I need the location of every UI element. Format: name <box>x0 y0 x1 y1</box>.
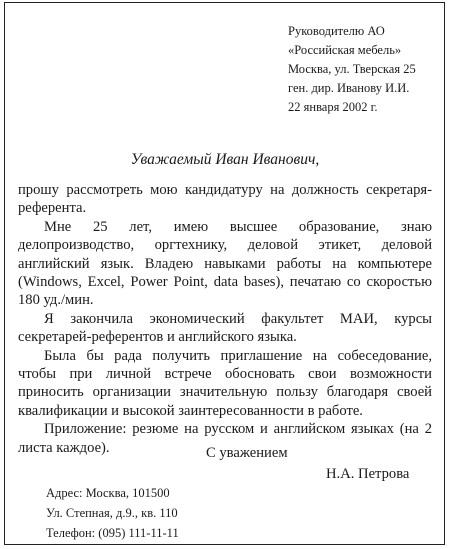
recipient-line: Руководителю АО <box>288 24 385 38</box>
contact-block <box>46 483 179 543</box>
contact-phone: Телефон: (095) 111-11-11 <box>46 526 179 540</box>
recipient-block <box>288 22 416 117</box>
greeting: Уважаемый Иван Иванович, <box>130 151 320 168</box>
body-paragraph: прошу рассмотреть мою кандидатуру на должность секретаря-референта. <box>18 182 432 217</box>
body-paragraph: Я закончила экономический факультет МАИ, курсы секретарей-референтов и английского языка. <box>18 310 432 346</box>
body-paragraph: Мне 25 лет, имею высшее образование, знаю делопроизводство, оргтехнику, деловой этикет, деловой английский язык. Владею навыками работы на компьютере (Windows, Excel, Power Point, data bases), печатаю со скоростью 180 уд./мин. <box>18 218 432 309</box>
attachment-note: Приложение: резюме на русском и английском языках (на 2 листа каждое). <box>18 421 432 456</box>
signature-name: Н.А. Петрова <box>326 466 410 482</box>
contact-address: Адрес: Москва, 101500 <box>46 486 170 500</box>
recipient-line: ген. дир. Иванову И.И. <box>288 81 410 95</box>
letter-date: 22 января 2002 г. <box>288 100 378 114</box>
body-paragraph: Была бы рада получить приглашение на собеседование, чтобы при личной встрече обосновать свои возможности приносить организации значительную пользу благодаря своей квалификации и высокой заинтересованности в работе. <box>18 347 432 419</box>
recipient-line: «Российская мебель» <box>288 43 402 57</box>
contact-street: Ул. Степная, д.9., кв. 110 <box>46 506 178 520</box>
letter-body <box>18 181 432 457</box>
recipient-line: Москва, ул. Тверская 25 <box>288 62 416 76</box>
closing-phrase: С уважением <box>206 445 288 461</box>
